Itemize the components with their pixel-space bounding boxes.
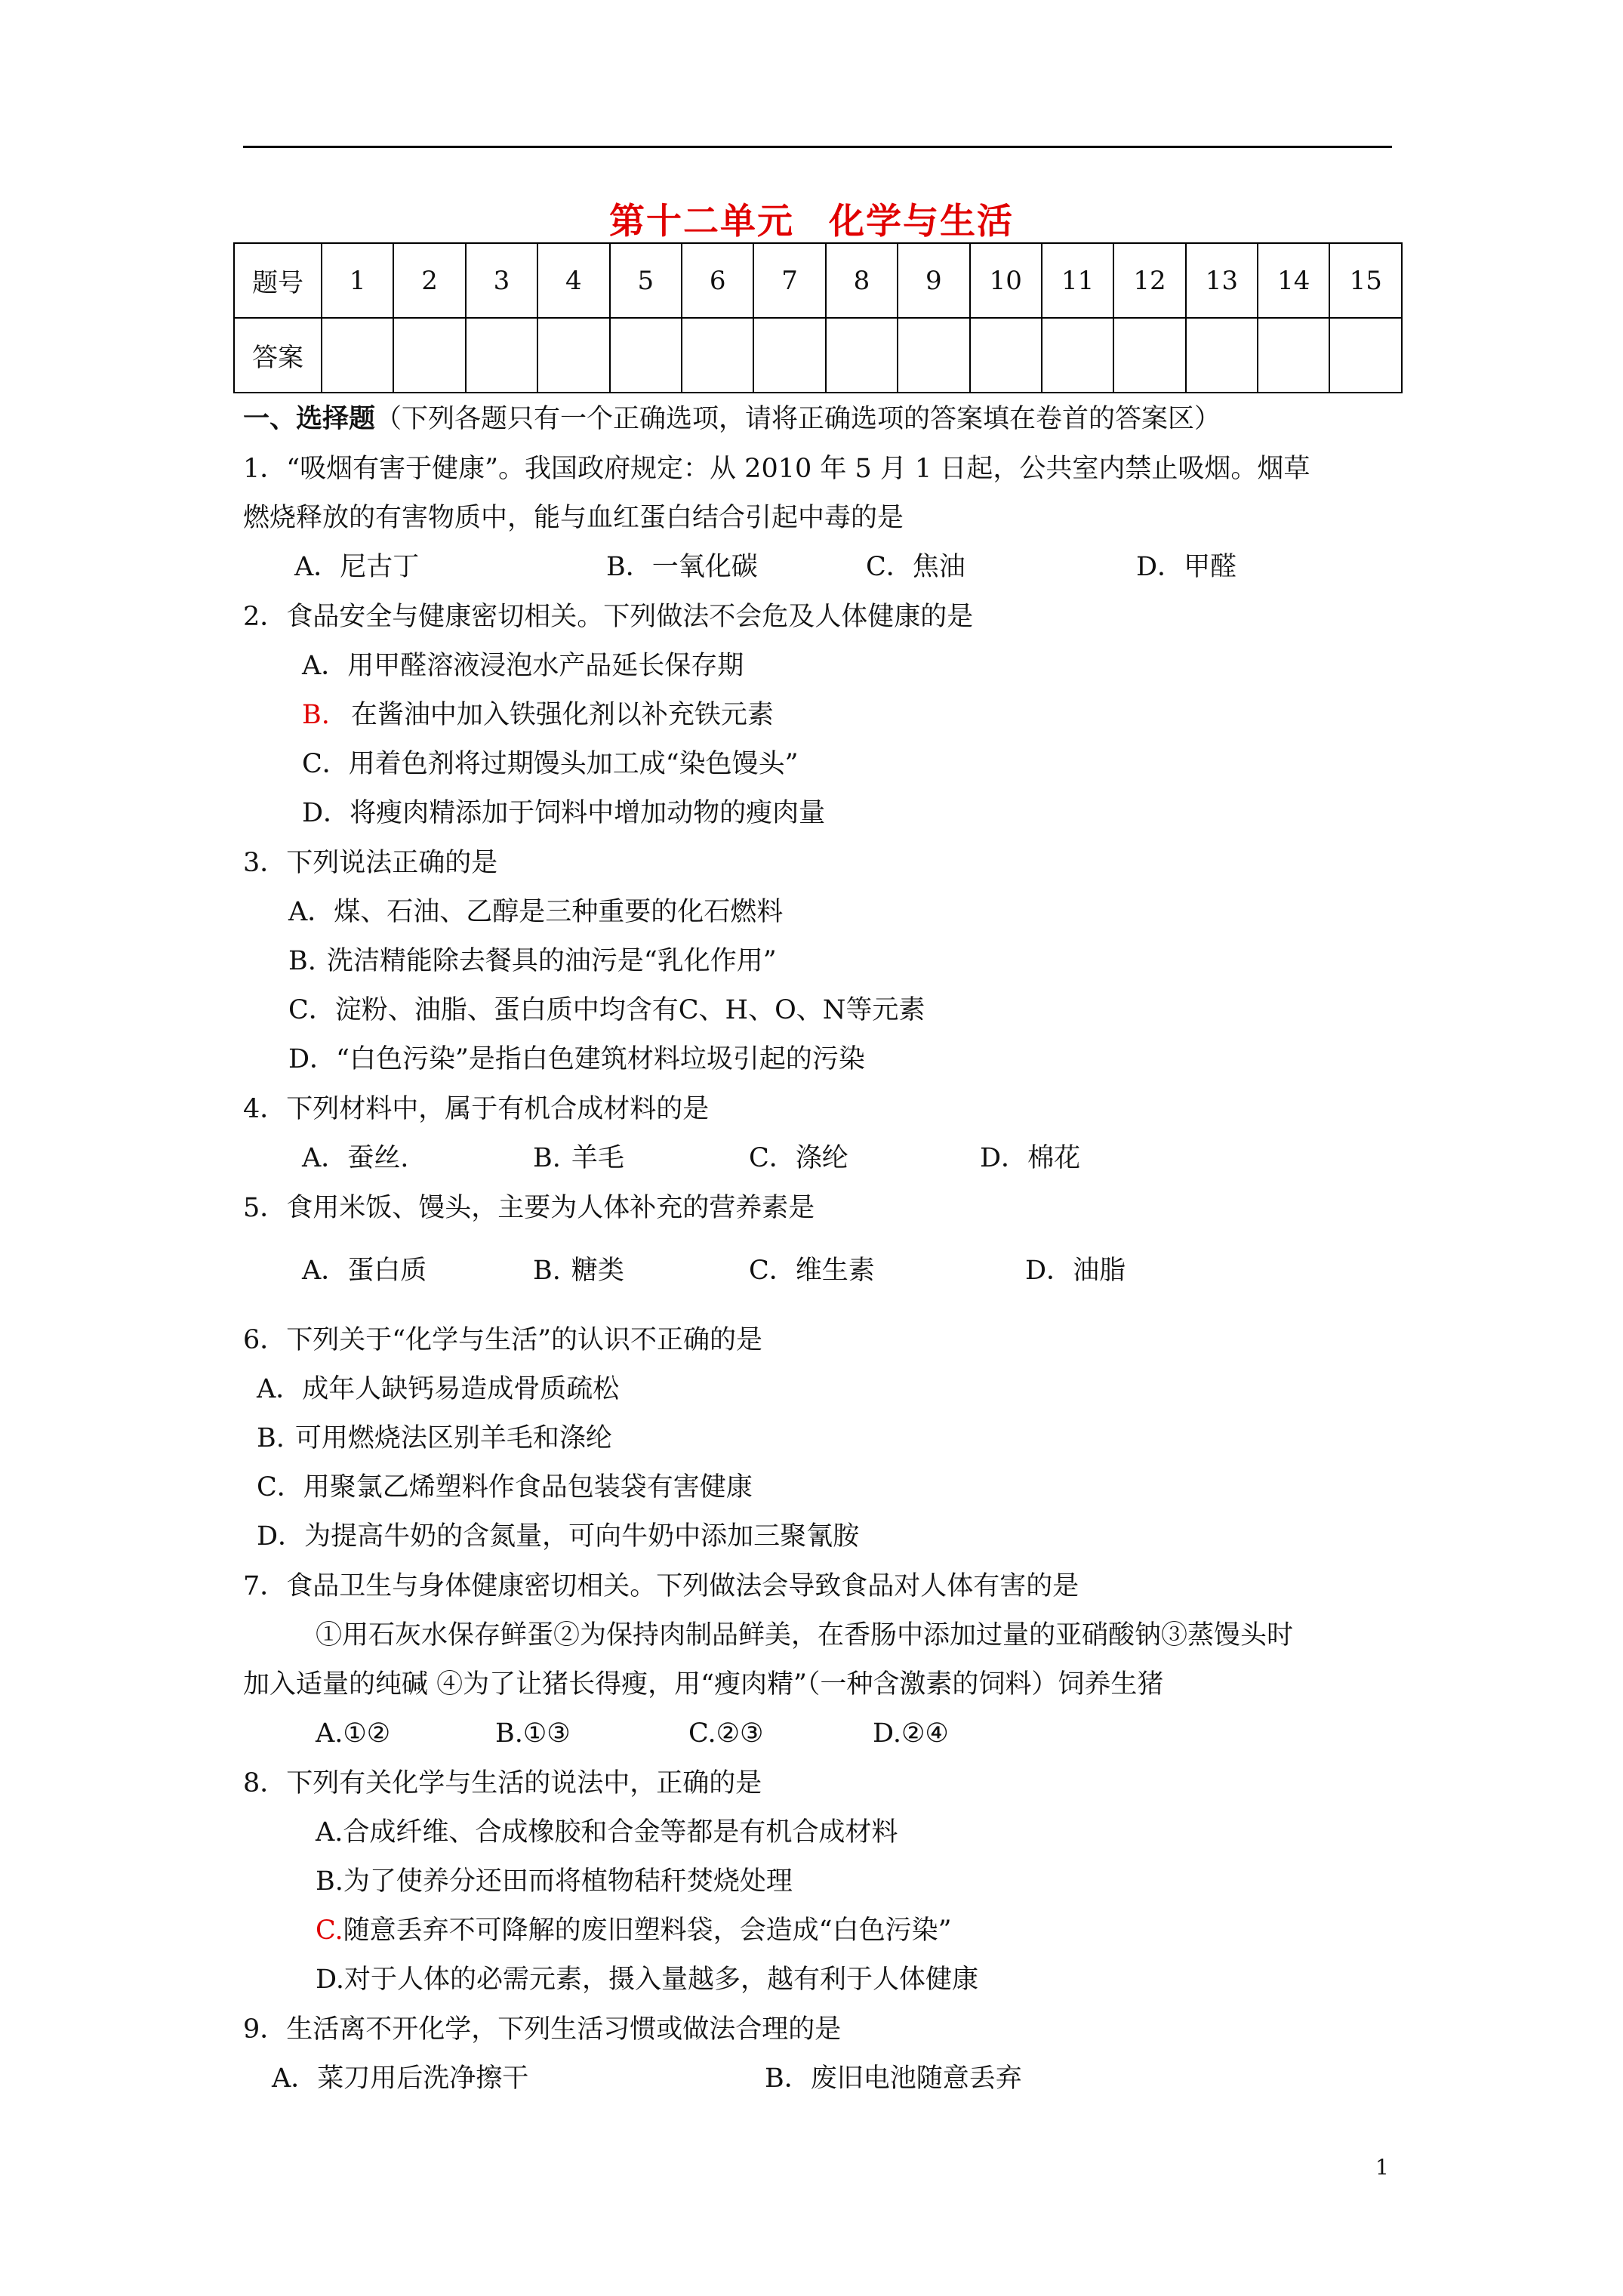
option-letter: C． (257, 1472, 303, 1502)
option (302, 798, 825, 828)
question-number-label: 题号 (234, 243, 322, 318)
option-text: 一氧化碳 (651, 552, 758, 582)
option-letter: A． (272, 2063, 318, 2094)
option (272, 2063, 528, 2094)
option (288, 946, 777, 976)
question-stem: ①用石灰水保存鲜蛋②为保持肉制品鲜美，在香肠中添加过量的亚硝酸钠③蒸馒头时 (316, 1620, 1294, 1650)
question-number: 2 (393, 243, 465, 318)
option-letter: D． (1025, 1256, 1073, 1286)
option (1136, 552, 1236, 582)
option-letter: D． (1136, 552, 1184, 582)
option-letter: D． (980, 1143, 1028, 1173)
option (606, 552, 758, 582)
option-text: 煤、石油、乙醇是三种重要的化石燃料 (334, 897, 784, 927)
option (316, 1965, 978, 1995)
option-letter: C． (288, 995, 335, 1025)
option-letter-marked: C. (316, 1915, 343, 1946)
option-text: 用聚氯乙烯塑料作食品包装袋有害健康 (303, 1472, 753, 1502)
option-text: 蛋白质 (347, 1256, 427, 1286)
question-number: 8 (826, 243, 898, 318)
option-text: 成年人缺钙易造成骨质疏松 (302, 1374, 620, 1404)
option (257, 1374, 619, 1404)
question-number: 14 (1258, 243, 1329, 318)
question-number: 4 (537, 243, 609, 318)
option-text: 菜刀用后洗净擦干 (317, 2063, 529, 2094)
option-letter: A. (316, 1718, 343, 1749)
option-letter: C． (749, 1143, 796, 1173)
option-text: 甲醛 (1184, 552, 1237, 582)
option-text: ①③ (522, 1718, 571, 1749)
option (257, 1472, 753, 1502)
option-text: 涤纶 (795, 1143, 848, 1173)
option-letter: C. (688, 1718, 716, 1749)
option-text: 洗洁精能除去餐具的油污是“乳化作用” (326, 946, 777, 976)
option-text: 淀粉、油脂、蛋白质中均含有C、H、O、N等元素 (334, 995, 925, 1025)
option-letter: B． (765, 2063, 811, 2094)
option-letter: D. (316, 1965, 344, 1995)
option (873, 1718, 949, 1749)
option-text: 将瘦肉精添加于饲料中增加动物的瘦肉量 (350, 798, 826, 828)
option-letter: C． (302, 749, 349, 779)
option-text: 用甲醛溶液浸泡水产品延长保存期 (347, 651, 744, 681)
question-number: 13 (1186, 243, 1258, 318)
option-text: 为提高牛奶的含氮量，可向牛奶中添加三聚氰胺 (304, 1521, 860, 1552)
option-letter: C． (866, 552, 913, 582)
option (288, 1044, 865, 1074)
option-letter: A． (302, 651, 348, 681)
option-letter: A． (294, 552, 340, 582)
question-number: 6 (682, 243, 753, 318)
option-letter: B． (606, 552, 652, 582)
question-number: 1 (322, 243, 393, 318)
option (1025, 1256, 1126, 1286)
option-letter: A. (316, 1817, 343, 1848)
question-number: 5 (610, 243, 682, 318)
option-letter: C． (749, 1256, 796, 1286)
option-text: 为了使养分还田而将植物秸秆焚烧处理 (343, 1866, 793, 1897)
option-letter: B. (288, 946, 316, 976)
option-text: 随意丢弃不可降解的废旧塑料袋，会造成“白色污染” (343, 1915, 952, 1946)
option-letter: A． (288, 897, 334, 927)
option-letter: D． (302, 798, 350, 828)
question-stem: 加入适量的纯碱 ④为了让猪长得瘦，用“瘦肉精”（一种含激素的饲料）饲养生猪 (243, 1669, 1164, 1700)
option-letter: A． (302, 1256, 348, 1286)
section-instruction: （下列各题只有一个正确选项，请将正确选项的答案填在卷首的答案区） (375, 404, 1221, 434)
option-text: 用着色剂将过期馒头加工成“染色馒头” (348, 749, 799, 779)
option-letter: B. (533, 1143, 561, 1173)
option-letter: B. (495, 1718, 523, 1749)
question-number: 9 (898, 243, 969, 318)
option-letter: B. (533, 1256, 561, 1286)
option-letter: B. (257, 1423, 285, 1453)
question-stem: 5．食用米饭、馒头，主要为人体补充的营养素是 (243, 1193, 815, 1223)
option-text: ②④ (901, 1718, 949, 1749)
option-letter: A． (302, 1143, 348, 1173)
question-stem: 1．“吸烟有害于健康”。我国政府规定：从 2010 年 5 月 1 日起，公共室内禁止吸烟。烟草 (243, 454, 1310, 484)
option (765, 2063, 1022, 2094)
question-stem: 6．下列关于“化学与生活”的认识不正确的是 (243, 1325, 763, 1355)
question-number: 11 (1042, 243, 1113, 318)
question-number: 12 (1113, 243, 1185, 318)
option-text: ②③ (716, 1718, 764, 1749)
question-stem: 燃烧释放的有害物质中，能与血红蛋白结合引起中毒的是 (243, 503, 904, 533)
option-text: “白色污染”是指白色建筑材料垃圾引起的污染 (336, 1044, 865, 1074)
option (288, 995, 925, 1025)
option (533, 1256, 624, 1286)
section-heading (243, 404, 1221, 434)
question-stem: 3．下列说法正确的是 (243, 848, 498, 878)
option (749, 1256, 875, 1286)
option-text: 焦油 (912, 552, 965, 582)
option (257, 1423, 612, 1453)
option-letter: D． (257, 1521, 305, 1552)
option (316, 1817, 898, 1848)
option-letter: A． (257, 1374, 303, 1404)
option (316, 1915, 951, 1946)
option-text: 维生素 (795, 1256, 875, 1286)
option-text: 可用燃烧法区别羊毛和涤纶 (294, 1423, 612, 1453)
option-text: 对于人体的必需元素，摄入量越多，越有利于人体健康 (343, 1965, 978, 1995)
option (288, 897, 783, 927)
question-number: 15 (1329, 243, 1402, 318)
option (302, 651, 744, 681)
question-number: 7 (753, 243, 825, 318)
option (316, 1866, 793, 1897)
question-number: 10 (970, 243, 1042, 318)
option-text: ①② (343, 1718, 391, 1749)
page-number: 1 (1375, 2155, 1389, 2180)
option (316, 1718, 390, 1749)
question-stem: 4．下列材料中，属于有机合成材料的是 (243, 1094, 710, 1124)
question-stem: 2．食品安全与健康密切相关。下列做法不会危及人体健康的是 (243, 602, 974, 632)
answer-label: 答案 (234, 318, 322, 393)
option-letter: B. (316, 1866, 343, 1897)
option (866, 552, 965, 582)
option-text: 合成纤维、合成橡胶和合金等都是有机合成材料 (343, 1817, 898, 1848)
option-text: 废旧电池随意丢弃 (810, 2063, 1022, 2094)
question-stem: 7．食品卫生与身体健康密切相关。下列做法会导致食品对人体有害的是 (243, 1571, 1079, 1601)
question-stem: 9．生活离不开化学，下列生活习惯或做法合理的是 (243, 2014, 842, 2045)
option (980, 1143, 1080, 1173)
option (533, 1143, 624, 1173)
option (294, 552, 419, 582)
option (302, 700, 774, 730)
option-text: 羊毛 (571, 1143, 624, 1173)
option-letter: D. (873, 1718, 901, 1749)
option-text: 油脂 (1073, 1256, 1126, 1286)
option-text: 棉花 (1027, 1143, 1081, 1173)
option (688, 1718, 763, 1749)
option-letter-marked: B. (302, 700, 330, 730)
section-title: 一、选择题 (243, 403, 376, 434)
title-unit: 第十二单元 (609, 201, 794, 242)
question-stem: 8．下列有关化学与生活的说法中，正确的是 (243, 1768, 762, 1798)
option-text: 在酱油中加入铁强化剂以补充铁元素 (350, 700, 774, 730)
option (257, 1521, 859, 1552)
option-text: 糖类 (571, 1256, 624, 1286)
option (495, 1718, 571, 1749)
title-topic: 化学与生活 (829, 201, 1014, 242)
option (302, 1143, 408, 1173)
option-text: 尼古丁 (340, 552, 420, 582)
option-letter: D． (288, 1044, 337, 1074)
option (302, 749, 799, 779)
question-number: 3 (466, 243, 537, 318)
option (749, 1143, 848, 1173)
option (302, 1256, 427, 1286)
option-text: 蚕丝. (347, 1143, 409, 1173)
